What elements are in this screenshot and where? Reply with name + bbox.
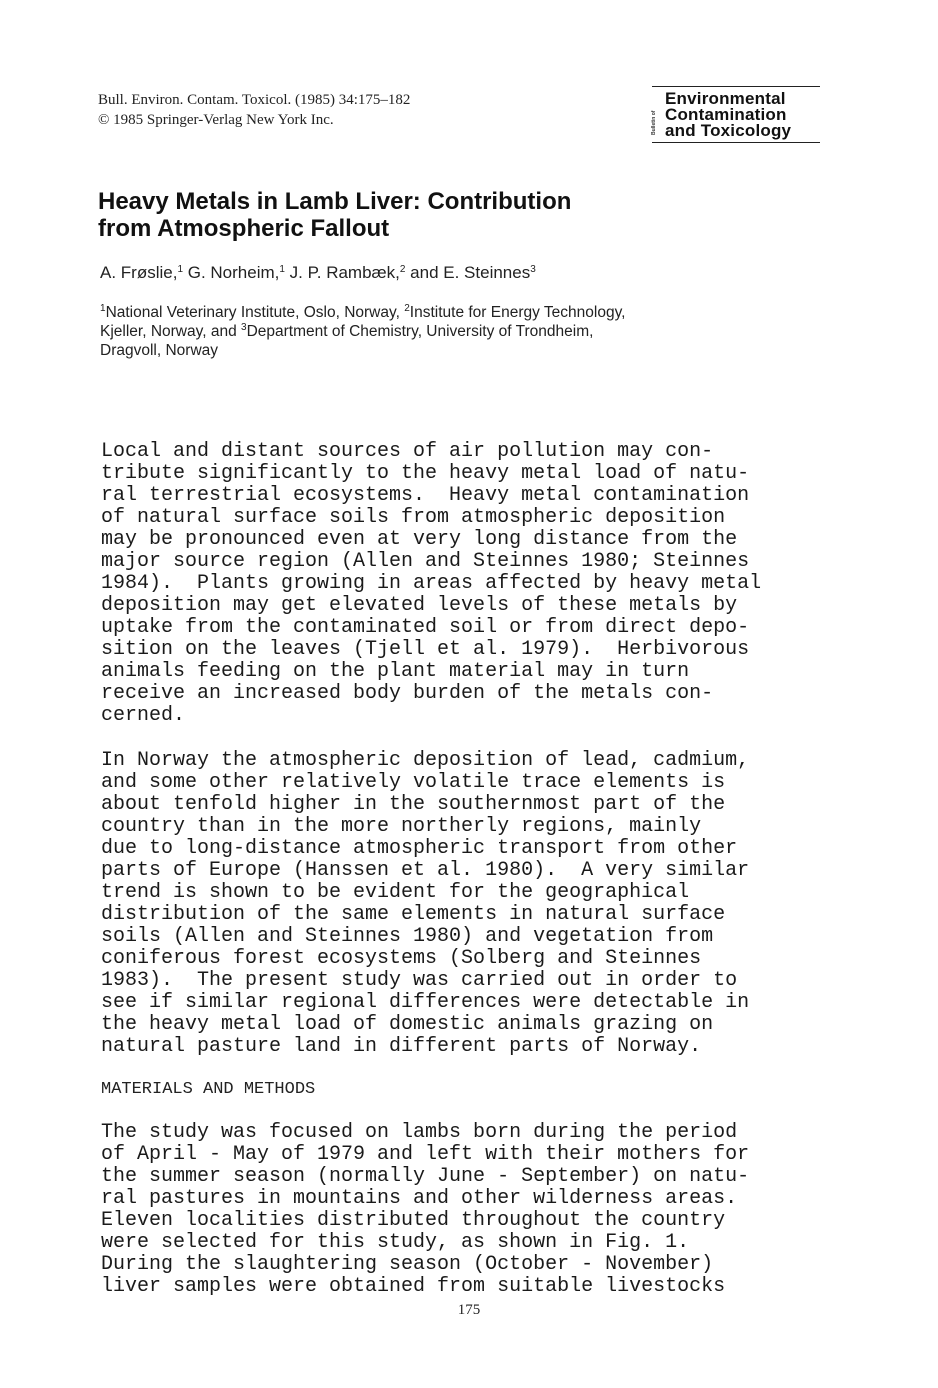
article-title: [98, 188, 571, 242]
text-line: soils (Allen and Steinnes 1980) and vegetation from: [101, 925, 714, 948]
paragraph-introduction: [101, 441, 861, 727]
text-line: 1984). Plants growing in areas affected by heavy metal: [101, 572, 762, 595]
citation-header: [98, 90, 410, 130]
affiliation-line-2: [100, 322, 800, 341]
copyright-line: © 1985 Springer-Verlag New York Inc.: [98, 112, 334, 128]
text-line: sition on the leaves (Tjell et al. 1979). Herbivorous: [101, 638, 750, 661]
text-line: of April - May of 1979 and left with their mothers for: [101, 1143, 750, 1166]
affil-text-4: Department of Chemistry, University of Trondheim,: [246, 323, 594, 340]
text-line: cerned.: [101, 704, 186, 727]
page-number: 175: [457, 1302, 481, 1318]
text-line: tribute significantly to the heavy metal load of natu-: [101, 462, 750, 485]
text-line: country than in the more northerly regions, mainly: [101, 815, 702, 838]
author-norheim-sup: 1: [279, 264, 285, 275]
paragraph-norway: [101, 750, 861, 1058]
author-list: [100, 262, 536, 284]
author-froslie: A. Frøslie,: [100, 263, 178, 282]
affil-sup-1: 1: [100, 303, 106, 314]
title-line-1: Heavy Metals in Lamb Liver: Contribution: [98, 188, 572, 215]
text-line: liver samples were obtained from suitable livestocks: [101, 1275, 726, 1298]
text-line: In Norway the atmospheric deposition of lead, cadmium,: [101, 749, 750, 772]
text-line: about tenfold higher in the southernmost part of the: [101, 793, 726, 816]
section-heading: MATERIALS AND METHODS: [101, 1080, 316, 1099]
text-line: may be pronounced even at very long distance from the: [101, 528, 738, 551]
affil-sup-2: 2: [404, 303, 410, 314]
logo-line-toxicology: and Toxicology: [665, 121, 792, 140]
text-line: During the slaughtering season (October - November): [101, 1253, 714, 1276]
citation-line: Bull. Environ. Contam. Toxicol. (1985) 34:175–182: [98, 92, 411, 108]
text-line: natural pasture land in different parts of Norway.: [101, 1035, 702, 1058]
affiliations: [100, 303, 800, 360]
affil-text-2: Institute for Energy Technology,: [409, 304, 626, 321]
text-line: Eleven localities distributed throughout the country: [101, 1209, 726, 1232]
text-line: parts of Europe (Hanssen et al. 1980). A very similar: [101, 859, 750, 882]
author-steinnes-sup: 3: [530, 264, 536, 275]
text-line: major source region (Allen and Steinnes 1980; Steinnes: [101, 550, 750, 573]
text-line: were selected for this study, as shown in Fig. 1.: [101, 1231, 690, 1254]
logo-line-contamination: Contamination: [665, 105, 787, 124]
author-froslie-sup: 1: [177, 264, 184, 275]
text-line: ral terrestrial ecosystems. Heavy metal contamination: [101, 484, 750, 507]
paragraph-methods: [101, 1122, 861, 1298]
affiliation-line-1: [100, 303, 800, 322]
text-line: and some other relatively volatile trace elements is: [101, 771, 726, 794]
text-line: animals feeding on the plant material may in turn: [101, 660, 690, 683]
affiliation-line-3: Dragvoll, Norway: [100, 342, 219, 359]
text-line: the summer season (normally June - September) on natu-: [101, 1165, 750, 1188]
text-line: Local and distant sources of air pollution may con-: [101, 440, 714, 463]
text-line: see if similar regional differences were detectable in: [101, 991, 750, 1014]
journal-logo: [652, 86, 820, 143]
logo-line-environmental: Environmental: [665, 89, 786, 108]
text-line: The study was focused on lambs born during the period: [101, 1121, 738, 1144]
text-line: receive an increased body burden of the metals con-: [101, 682, 714, 705]
text-line: due to long-distance atmospheric transport from other: [101, 837, 738, 860]
author-rambaek: J. P. Rambæk,: [284, 263, 400, 282]
text-line: coniferous forest ecosystems (Solberg and Steinnes: [101, 947, 702, 970]
text-line: trend is shown to be evident for the geographical: [101, 881, 690, 904]
text-line: uptake from the contaminated soil or from direct depo-: [101, 616, 750, 639]
affil-text-1: National Veterinary Institute, Oslo, Norway,: [105, 304, 405, 321]
text-line: 1983). The present study was carried out in order to: [101, 969, 738, 992]
affil-sup-3: 3: [241, 322, 247, 333]
title-line-2: from Atmospheric Fallout: [98, 215, 390, 242]
author-norheim: G. Norheim,: [183, 263, 280, 282]
author-steinnes: and E. Steinnes: [405, 263, 531, 282]
text-line: ral pastures in mountains and other wilderness areas.: [101, 1187, 738, 1210]
author-rambaek-sup: 2: [399, 264, 406, 275]
text-line: distribution of the same elements in natural surface: [101, 903, 726, 926]
bulletin-label: Bulletin of: [651, 110, 657, 135]
text-line: the heavy metal load of domestic animals grazing on: [101, 1013, 714, 1036]
text-line: deposition may get elevated levels of these metals by: [101, 594, 738, 617]
text-line: of natural surface soils from atmospheric deposition: [101, 506, 726, 529]
affil-text-3: Kjeller, Norway, and: [100, 323, 241, 340]
